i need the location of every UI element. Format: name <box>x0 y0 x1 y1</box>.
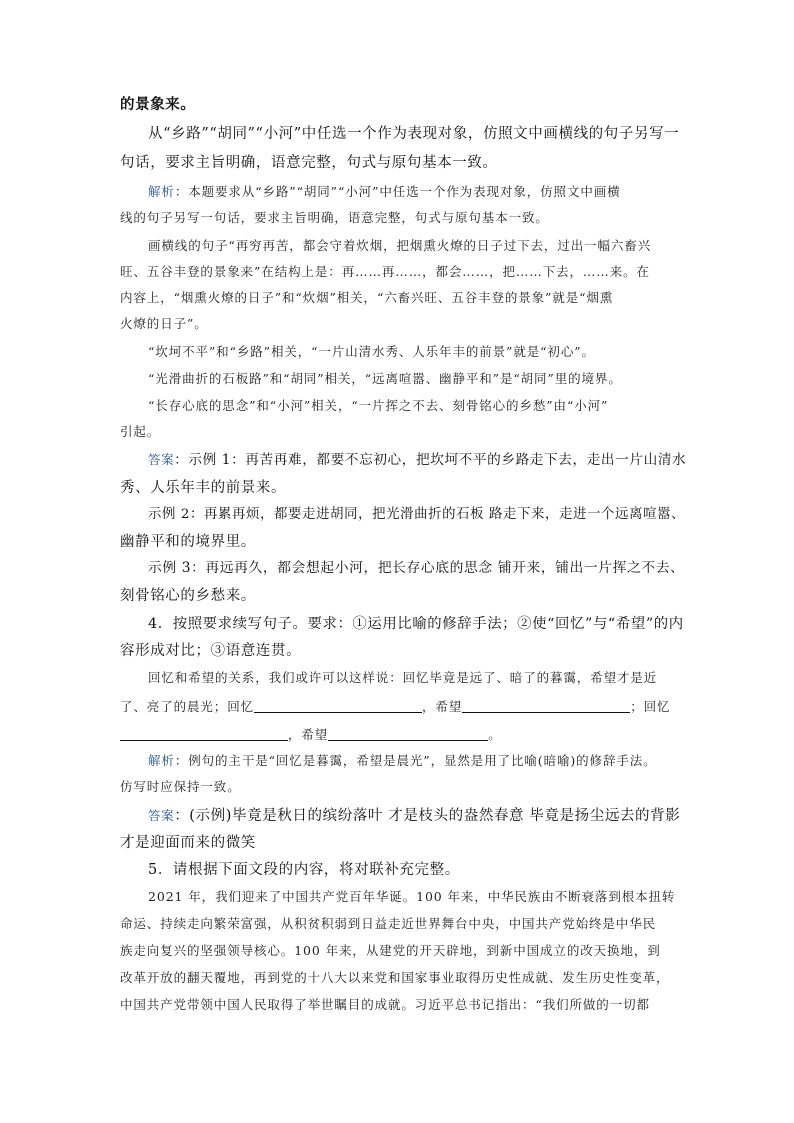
passage-text: 中国共产党带领中国人民取得了举世瞩目的成就。习近平总书记指出：“我们所做的一切都 <box>120 997 650 1012</box>
analysis-text: “光滑曲折的石板路”和“胡同”相关，“远离喧嚣、幽静平和”是“胡同”里的境界。 <box>148 371 622 386</box>
exercise-text: 。 <box>488 727 502 742</box>
answer-text: 幽静平和的境界里。 <box>120 534 256 550</box>
answer-label: 答案 <box>148 808 175 823</box>
answer-blank[interactable] <box>120 727 288 741</box>
question-title: 4．按照要求续写句子。要求：①运用比喻的修辞手法；②使“回忆”与“希望”的内 <box>148 616 684 632</box>
passage-text: 2021 年，我们迎来了中国共产党百年华诞。100 年来，中华民族由不断衰落到根本扭转 <box>148 889 676 904</box>
analysis-label: 解析 <box>148 184 175 199</box>
answer-blank[interactable] <box>254 699 422 713</box>
analysis-text: 引起。 <box>120 424 161 439</box>
passage-text: 族走向复兴的坚强领导核心。100 年来，从建党的开天辟地，到新中国成立的改天换地，到 <box>120 943 661 958</box>
answer-text: 示例 2：再累再烦，都要走进胡同，把光滑曲折的石板 路走下来，走进一个远离喧嚣、 <box>148 507 686 522</box>
analysis-label: 解析 <box>148 753 175 768</box>
answer-text: ：示例 1：再苦再难，都要不忘初心，把坎坷不平的乡路走下去，走出一片山清水 <box>174 452 687 468</box>
question-text: 容形成对比；③语意连贯。 <box>120 643 302 659</box>
exercise-text: 回忆和希望的关系，我们或许可以这样说：回忆毕竟是远了、暗了的暮霭，希望才是近 <box>148 670 658 685</box>
answer-text: 才是迎面而来的微笑 <box>120 835 256 851</box>
exercise-line <box>120 699 670 714</box>
question-title: 5．请根据下面文段的内容，将对联补充完整。 <box>148 862 460 878</box>
analysis-text: 火燎的日子”。 <box>120 316 208 331</box>
exercise-line <box>120 727 502 742</box>
answer-text: 秀、人乐年丰的前景来。 <box>120 480 287 496</box>
answer-blank[interactable] <box>462 699 630 713</box>
analysis-text: 旺、五谷丰登的景象来”在结构上是：再……再……，都会……，把……下去，……来。在 <box>120 264 650 279</box>
analysis-text: 画横线的句子“再穷再苦，都会守着炊烟，把烟熏火燎的日子过下去，过出一幅六畜兴 <box>148 238 652 253</box>
analysis-text: “坎坷不平”和“乡路”相关，“一片山清水秀、人乐年丰的前景”就是“初心”。 <box>148 344 595 359</box>
question-text: 从“乡路”“胡同”“小河”中任选一个作为表现对象，仿照文中画横线的句子另写一 <box>148 126 680 142</box>
question-text: 句话，要求主旨明确，语意完整，句式与原句基本一致。 <box>120 155 498 171</box>
answer-text: ：(示例)毕竟是秋日的缤纷落叶 才是枝头的盎然春意 毕竟是扬尘远去的背影 <box>174 808 681 824</box>
analysis-text: “长存心底的思念”和“小河”相关，“一片挥之不去、刻骨铭心的乡愁”由“小河” <box>148 398 609 413</box>
answer-label: 答案 <box>148 452 175 467</box>
answer-line <box>148 809 680 824</box>
analysis-text: 内容上，“烟熏火燎的日子”和“炊烟”相关，“六畜兴旺、五谷丰登的景象”就是“烟熏 <box>120 290 614 305</box>
analysis-text: ：例句的主干是“回忆是暮霭，希望是晨光”，显然是用了比喻(暗喻)的修辞手法。 <box>174 753 657 768</box>
exercise-text: ，希望 <box>288 727 329 742</box>
exercise-text: 了、亮了的晨光；回忆 <box>120 699 255 714</box>
analysis-line <box>148 755 657 768</box>
exercise-text: ，希望 <box>422 699 463 714</box>
answer-line <box>148 454 686 468</box>
answer-text: 示例 3：再远再久，都会想起小河，把长存心底的思念 铺开来，铺出一片挥之不去、 <box>148 560 685 576</box>
exercise-text: ；回忆 <box>630 699 671 714</box>
analysis-line <box>148 186 621 199</box>
analysis-text: 线的句子另写一句话，要求主旨明确，语意完整，句式与原句基本一致。 <box>120 210 549 225</box>
analysis-text: ：本题要求从“乡路”“胡同”“小河”中任选一个作为表现对象，仿照文中画横 <box>174 184 621 199</box>
answer-text: 刻骨铭心的乡愁来。 <box>120 588 256 604</box>
analysis-text: 仿写时应保持一致。 <box>120 779 241 794</box>
answer-blank[interactable] <box>328 727 488 741</box>
text-line: 的景象来。 <box>120 96 196 113</box>
passage-text: 命运、持续走向繁荣富强，从积贫积弱到日益走近世界舞台中央，中国共产党始终是中华民 <box>120 916 657 931</box>
passage-text: 改革开放的翻天覆地，再到党的十八大以来党和国家事业取得历史性成就、发生历史性变革， <box>120 970 670 985</box>
